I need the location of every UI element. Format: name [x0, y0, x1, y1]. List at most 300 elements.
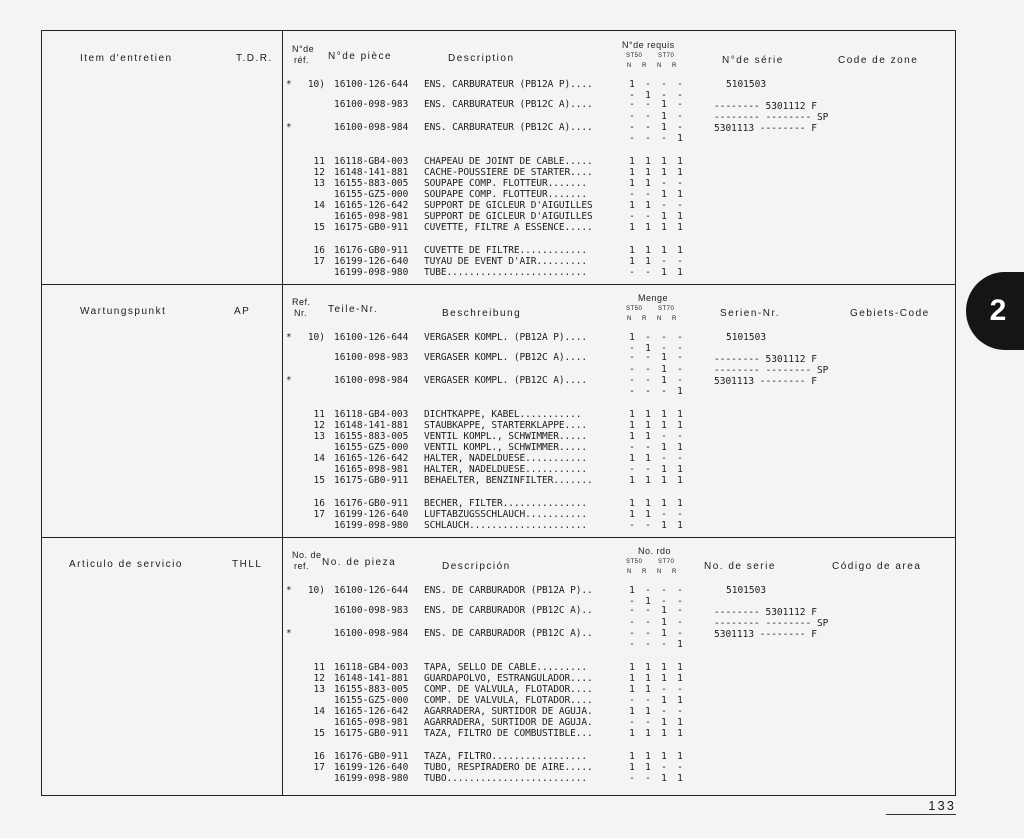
row-qty: 1: [677, 420, 683, 431]
header-item: Articulo de servicio: [69, 559, 183, 570]
row-qty: -: [677, 90, 683, 101]
chapter-tab: [966, 272, 1024, 350]
row-qty: -: [661, 178, 667, 189]
row-part-number: 16148-141-881: [334, 420, 409, 431]
row-qty: -: [661, 256, 667, 267]
header-item: Item d'entretien: [80, 53, 173, 64]
row-description: STAUBKAPPE, STARTERKLAPPE....: [424, 420, 587, 431]
row-qty: -: [661, 453, 667, 464]
section-rule: [42, 537, 955, 538]
row-description: TUBO.........................: [424, 773, 587, 784]
row-part-number: 16175-GB0-911: [334, 222, 409, 233]
row-qty: 1: [629, 431, 635, 442]
header-serial: No. de serie: [704, 561, 776, 572]
row-qty: -: [645, 79, 651, 90]
row-qty: 1: [645, 409, 651, 420]
header-description: Descripción: [442, 561, 511, 572]
row-qty: -: [677, 375, 683, 386]
row-part-number: 16100-098-983: [334, 605, 409, 616]
row-qty: -: [677, 605, 683, 616]
row-qty: -: [661, 596, 667, 607]
row-qty: -: [645, 352, 651, 363]
row-qty: -: [661, 585, 667, 596]
row-qty: 1: [661, 122, 667, 133]
row-qty: 1: [677, 442, 683, 453]
row-qty: 1: [661, 99, 667, 110]
row-qty: -: [661, 79, 667, 90]
table-row: [282, 267, 702, 279]
row-qty: 1: [677, 773, 683, 784]
row-part-number: 16148-141-881: [334, 167, 409, 178]
row-description: LUFTABZUGSSCHLAUCH...........: [424, 509, 587, 520]
row-qty: 1: [629, 156, 635, 167]
row-qty: 1: [661, 695, 667, 706]
header-required: N°de requis: [622, 40, 675, 50]
row-qty: -: [645, 617, 651, 628]
row-part-number: 16118-GB4-003: [334, 662, 409, 673]
row-qty: -: [645, 211, 651, 222]
row-qty: 1: [645, 343, 651, 354]
row-qty: 1: [629, 200, 635, 211]
row-qty: -: [629, 639, 635, 650]
row-qty: -: [629, 267, 635, 278]
table-row: [282, 222, 702, 234]
serial-entry: 5301113 -------- F: [714, 629, 817, 640]
header-ref-bottom: ref.: [294, 561, 310, 571]
row-qty: 1: [645, 498, 651, 509]
header-nr: N R N R: [627, 63, 681, 69]
row-description: VERGASER KOMPL. (PB12C A)....: [424, 375, 587, 386]
row-qty: 1: [629, 585, 635, 596]
serial-entry: -------- 5301112 F: [714, 354, 817, 365]
table-row: [282, 639, 702, 651]
row-qty: 1: [645, 596, 651, 607]
row-ref-number: 16: [313, 245, 325, 256]
row-qty: 1: [629, 245, 635, 256]
row-qty: 1: [677, 189, 683, 200]
serial-entry: 5301113 -------- F: [714, 376, 817, 387]
header-st50: ST50: [626, 53, 643, 59]
row-description: TAZA, FILTRO DE COMBUSTIBLE...: [424, 728, 593, 739]
row-qty: -: [645, 332, 651, 343]
row-qty: -: [629, 617, 635, 628]
header-item-code: T.D.R.: [236, 53, 273, 64]
row-ref-number: 17: [313, 762, 325, 773]
row-qty: -: [661, 684, 667, 695]
serial-entry: -------- 5301112 F: [714, 101, 817, 112]
row-qty: 1: [645, 156, 651, 167]
header-ref-bottom: réf.: [294, 55, 310, 65]
row-description: CACHE-POUSSIERE DE STARTER....: [424, 167, 593, 178]
row-qty: 1: [677, 728, 683, 739]
row-part-number: 16100-098-983: [334, 352, 409, 363]
row-qty: -: [677, 111, 683, 122]
row-qty: -: [629, 111, 635, 122]
row-part-number: 16155-GZ5-000: [334, 442, 409, 453]
serial-entry: -------- -------- SP: [714, 618, 829, 629]
row-qty: -: [645, 605, 651, 616]
row-qty: 1: [661, 245, 667, 256]
row-qty: -: [645, 628, 651, 639]
row-description: ENS. CARBURATEUR (PB12C A)....: [424, 99, 593, 110]
row-qty: -: [629, 189, 635, 200]
row-mark: *: [286, 628, 292, 639]
parts-table-frame: [41, 30, 956, 796]
row-qty: 1: [645, 673, 651, 684]
row-qty: -: [645, 695, 651, 706]
row-qty: -: [645, 364, 651, 375]
row-qty: -: [629, 596, 635, 607]
row-qty: 1: [629, 684, 635, 695]
header-item: Wartungspunkt: [80, 306, 167, 317]
row-description: ENS. CARBURATEUR (PB12C A)....: [424, 122, 593, 133]
row-description: BEHAELTER, BENZINFILTER.......: [424, 475, 593, 486]
row-qty: 1: [661, 364, 667, 375]
section-es: [42, 537, 955, 790]
header-part-no: N°de pièce: [328, 51, 393, 62]
row-qty: 1: [629, 475, 635, 486]
row-qty: 1: [677, 211, 683, 222]
row-qty: -: [661, 343, 667, 354]
row-part-number: 16100-126-644: [334, 79, 409, 90]
row-qty: 1: [677, 475, 683, 486]
row-qty: -: [629, 99, 635, 110]
row-qty: 1: [645, 751, 651, 762]
header-description: Beschreibung: [442, 308, 522, 319]
row-qty: 1: [629, 762, 635, 773]
row-qty: 1: [645, 178, 651, 189]
row-description: CUVETTE, FILTRE A ESSENCE.....: [424, 222, 593, 233]
row-qty: 1: [645, 256, 651, 267]
table-row: [282, 386, 702, 398]
page-number-rule: [886, 814, 956, 815]
table-row: [282, 728, 702, 740]
row-qty: 1: [661, 773, 667, 784]
row-part-number: 16100-126-644: [334, 332, 409, 343]
row-qty: -: [677, 352, 683, 363]
header-part-no: No. de pieza: [322, 557, 397, 568]
row-ref-number: 11: [313, 156, 325, 167]
row-qty: -: [677, 617, 683, 628]
row-qty: 1: [645, 728, 651, 739]
row-qty: -: [677, 585, 683, 596]
row-qty: -: [677, 431, 683, 442]
row-ref-number: 10): [307, 585, 325, 596]
row-qty: -: [677, 628, 683, 639]
row-part-number: 16118-GB4-003: [334, 409, 409, 420]
row-qty: -: [661, 200, 667, 211]
row-qty: 1: [629, 332, 635, 343]
row-description: COMP. DE VALVULA, FLOTADOR....: [424, 695, 593, 706]
row-qty: 1: [645, 420, 651, 431]
row-qty: -: [629, 133, 635, 144]
row-qty: 1: [677, 222, 683, 233]
header-zone: Gebiets-Code: [850, 308, 930, 319]
table-row: [282, 99, 702, 111]
row-part-number: 16165-098-981: [334, 717, 409, 728]
row-qty: -: [629, 386, 635, 397]
row-qty: 1: [661, 751, 667, 762]
row-qty: 1: [629, 509, 635, 520]
row-ref-number: 17: [313, 509, 325, 520]
serial-entry: -------- -------- SP: [714, 112, 829, 123]
row-qty: 1: [677, 156, 683, 167]
row-description: HALTER, NADELDUESE...........: [424, 453, 587, 464]
table-row: [282, 520, 702, 532]
row-qty: -: [677, 178, 683, 189]
row-qty: 1: [661, 156, 667, 167]
row-description: ENS. DE CARBURADOR (PB12C A)..: [424, 605, 593, 616]
row-qty: -: [645, 773, 651, 784]
row-qty: 1: [661, 717, 667, 728]
table-row: [282, 133, 702, 145]
row-part-number: 16165-098-981: [334, 211, 409, 222]
row-part-number: 16155-GZ5-000: [334, 189, 409, 200]
row-qty: 1: [661, 605, 667, 616]
header-nr: N R N R: [627, 316, 681, 322]
row-qty: 1: [661, 420, 667, 431]
row-ref-number: 11: [313, 409, 325, 420]
row-qty: -: [677, 706, 683, 717]
row-qty: 1: [629, 409, 635, 420]
row-ref-number: 14: [313, 706, 325, 717]
row-description: DICHTKAPPE, KABEL...........: [424, 409, 582, 420]
row-qty: 1: [645, 167, 651, 178]
row-qty: -: [629, 90, 635, 101]
row-qty: -: [629, 628, 635, 639]
row-part-number: 16148-141-881: [334, 673, 409, 684]
row-qty: 1: [645, 662, 651, 673]
row-qty: 1: [629, 662, 635, 673]
row-qty: 1: [629, 256, 635, 267]
row-qty: -: [677, 453, 683, 464]
row-qty: 1: [645, 200, 651, 211]
table-row: [282, 352, 702, 364]
row-qty: 1: [661, 267, 667, 278]
table-row: [282, 773, 702, 785]
serial-entry: 5101503: [726, 332, 767, 343]
row-qty: -: [645, 442, 651, 453]
serial-entry: 5301113 -------- F: [714, 123, 817, 134]
row-qty: 1: [629, 706, 635, 717]
row-part-number: 16176-GB0-911: [334, 751, 409, 762]
row-qty: 1: [661, 222, 667, 233]
row-qty: 1: [645, 90, 651, 101]
row-qty: 1: [645, 509, 651, 520]
row-description: VERGASER KOMPL. (PB12C A)....: [424, 352, 587, 363]
row-part-number: 16176-GB0-911: [334, 498, 409, 509]
row-qty: -: [629, 773, 635, 784]
row-qty: -: [645, 386, 651, 397]
row-qty: 1: [677, 695, 683, 706]
section-fr: [42, 31, 955, 284]
row-ref-number: 15: [313, 222, 325, 233]
row-qty: 1: [661, 498, 667, 509]
row-part-number: 16165-126-642: [334, 706, 409, 717]
row-qty: 1: [677, 386, 683, 397]
row-ref-number: 12: [313, 167, 325, 178]
header-ref-top: Ref.: [292, 297, 311, 307]
header-ref-bottom: Nr.: [294, 308, 308, 318]
row-qty: -: [645, 375, 651, 386]
row-part-number: 16175-GB0-911: [334, 475, 409, 486]
row-qty: -: [645, 111, 651, 122]
row-qty: -: [677, 256, 683, 267]
row-qty: -: [677, 99, 683, 110]
row-qty: 1: [629, 728, 635, 739]
header-st70: ST70: [658, 559, 675, 565]
row-qty: -: [629, 717, 635, 728]
row-qty: -: [677, 122, 683, 133]
row-ref-number: 10): [307, 79, 325, 90]
row-qty: -: [629, 442, 635, 453]
row-description: VENTIL KOMPL., SCHWIMMER.....: [424, 442, 587, 453]
row-ref-number: 13: [313, 684, 325, 695]
row-qty: -: [629, 375, 635, 386]
header-st50: ST50: [626, 559, 643, 565]
row-ref-number: 15: [313, 728, 325, 739]
row-part-number: 16165-098-981: [334, 464, 409, 475]
row-description: TUYAU DE EVENT D'AIR.........: [424, 256, 587, 267]
row-qty: -: [629, 211, 635, 222]
row-part-number: 16118-GB4-003: [334, 156, 409, 167]
row-ref-number: 15: [313, 475, 325, 486]
header-item-code: AP: [234, 306, 251, 317]
row-qty: -: [629, 343, 635, 354]
row-qty: 1: [677, 464, 683, 475]
row-part-number: 16199-126-640: [334, 256, 409, 267]
row-qty: 1: [629, 178, 635, 189]
row-qty: 1: [661, 475, 667, 486]
row-qty: 1: [629, 167, 635, 178]
row-qty: -: [677, 596, 683, 607]
serial-entry: -------- -------- SP: [714, 365, 829, 376]
row-qty: -: [677, 762, 683, 773]
row-qty: 1: [661, 464, 667, 475]
row-qty: -: [629, 122, 635, 133]
row-description: COMP. DE VALVULA, FLOTADOR....: [424, 684, 593, 695]
row-qty: -: [661, 509, 667, 520]
row-qty: 1: [661, 442, 667, 453]
row-qty: 1: [661, 111, 667, 122]
table-row: [282, 605, 702, 617]
row-qty: 1: [661, 211, 667, 222]
row-part-number: 16165-126-642: [334, 200, 409, 211]
row-qty: 1: [677, 717, 683, 728]
row-part-number: 16155-GZ5-000: [334, 695, 409, 706]
row-description: GUARDAPOLVO, ESTRANGULADOR....: [424, 673, 593, 684]
row-qty: 1: [645, 453, 651, 464]
row-qty: -: [645, 520, 651, 531]
row-qty: 1: [661, 673, 667, 684]
section-rule: [42, 284, 955, 285]
row-qty: 1: [677, 167, 683, 178]
header-zone: Code de zone: [838, 55, 919, 66]
header-nr: N R N R: [627, 569, 681, 575]
row-qty: 1: [661, 375, 667, 386]
row-ref-number: 16: [313, 751, 325, 762]
row-qty: 1: [677, 245, 683, 256]
row-description: VENTIL KOMPL., SCHWIMMER.....: [424, 431, 587, 442]
row-part-number: 16199-126-640: [334, 762, 409, 773]
row-qty: -: [645, 189, 651, 200]
row-qty: -: [645, 585, 651, 596]
row-qty: 1: [661, 520, 667, 531]
row-qty: 1: [661, 662, 667, 673]
serial-entry: -------- 5301112 F: [714, 607, 817, 618]
row-qty: -: [645, 267, 651, 278]
row-qty: 1: [677, 409, 683, 420]
row-ref-number: 16: [313, 498, 325, 509]
row-part-number: 16155-883-005: [334, 178, 409, 189]
row-qty: -: [661, 133, 667, 144]
row-qty: 1: [661, 617, 667, 628]
row-part-number: 16199-126-640: [334, 509, 409, 520]
row-description: ENS. DE CARBURADOR (PB12C A)..: [424, 628, 593, 639]
row-qty: 1: [645, 762, 651, 773]
row-qty: 1: [645, 222, 651, 233]
row-part-number: 16100-098-984: [334, 122, 409, 133]
row-qty: -: [677, 509, 683, 520]
page-number: 133: [928, 798, 956, 813]
row-ref-number: 13: [313, 178, 325, 189]
row-part-number: 16165-126-642: [334, 453, 409, 464]
row-qty: 1: [661, 167, 667, 178]
row-qty: -: [661, 90, 667, 101]
row-qty: -: [661, 762, 667, 773]
row-qty: 1: [677, 673, 683, 684]
header-ref-top: No. de: [292, 550, 322, 560]
row-qty: -: [677, 332, 683, 343]
row-description: AGARRADERA, SURTIDOR DE AGUJA.: [424, 717, 593, 728]
row-part-number: 16100-098-984: [334, 628, 409, 639]
table-row: [282, 475, 702, 487]
row-qty: -: [677, 684, 683, 695]
row-ref-number: 14: [313, 200, 325, 211]
row-qty: 1: [661, 728, 667, 739]
row-qty: 1: [645, 431, 651, 442]
row-ref-number: 17: [313, 256, 325, 267]
row-part-number: 16175-GB0-911: [334, 728, 409, 739]
row-qty: -: [677, 79, 683, 90]
row-qty: -: [629, 695, 635, 706]
row-description: TUBE.........................: [424, 267, 587, 278]
row-qty: -: [645, 133, 651, 144]
header-required: Menge: [638, 293, 669, 303]
row-qty: -: [677, 343, 683, 354]
header-zone: Código de area: [832, 561, 922, 572]
row-part-number: 16100-098-984: [334, 375, 409, 386]
row-qty: -: [629, 605, 635, 616]
row-qty: 1: [677, 498, 683, 509]
row-part-number: 16100-126-644: [334, 585, 409, 596]
row-qty: 1: [645, 475, 651, 486]
row-qty: -: [661, 706, 667, 717]
row-description: TUBO, RESPIRADERO DE AIRE.....: [424, 762, 593, 773]
header-item-code: THLL: [232, 559, 263, 570]
row-mark: *: [286, 585, 292, 596]
row-description: CUVETTE DE FILTRE............: [424, 245, 587, 256]
row-qty: 1: [629, 222, 635, 233]
row-ref-number: 12: [313, 420, 325, 431]
row-qty: 1: [645, 245, 651, 256]
row-ref-number: 12: [313, 673, 325, 684]
row-qty: 1: [629, 751, 635, 762]
row-description: BECHER, FILTER...............: [424, 498, 587, 509]
row-description: HALTER, NADELDUESE...........: [424, 464, 587, 475]
row-qty: 1: [661, 189, 667, 200]
row-qty: 1: [645, 684, 651, 695]
